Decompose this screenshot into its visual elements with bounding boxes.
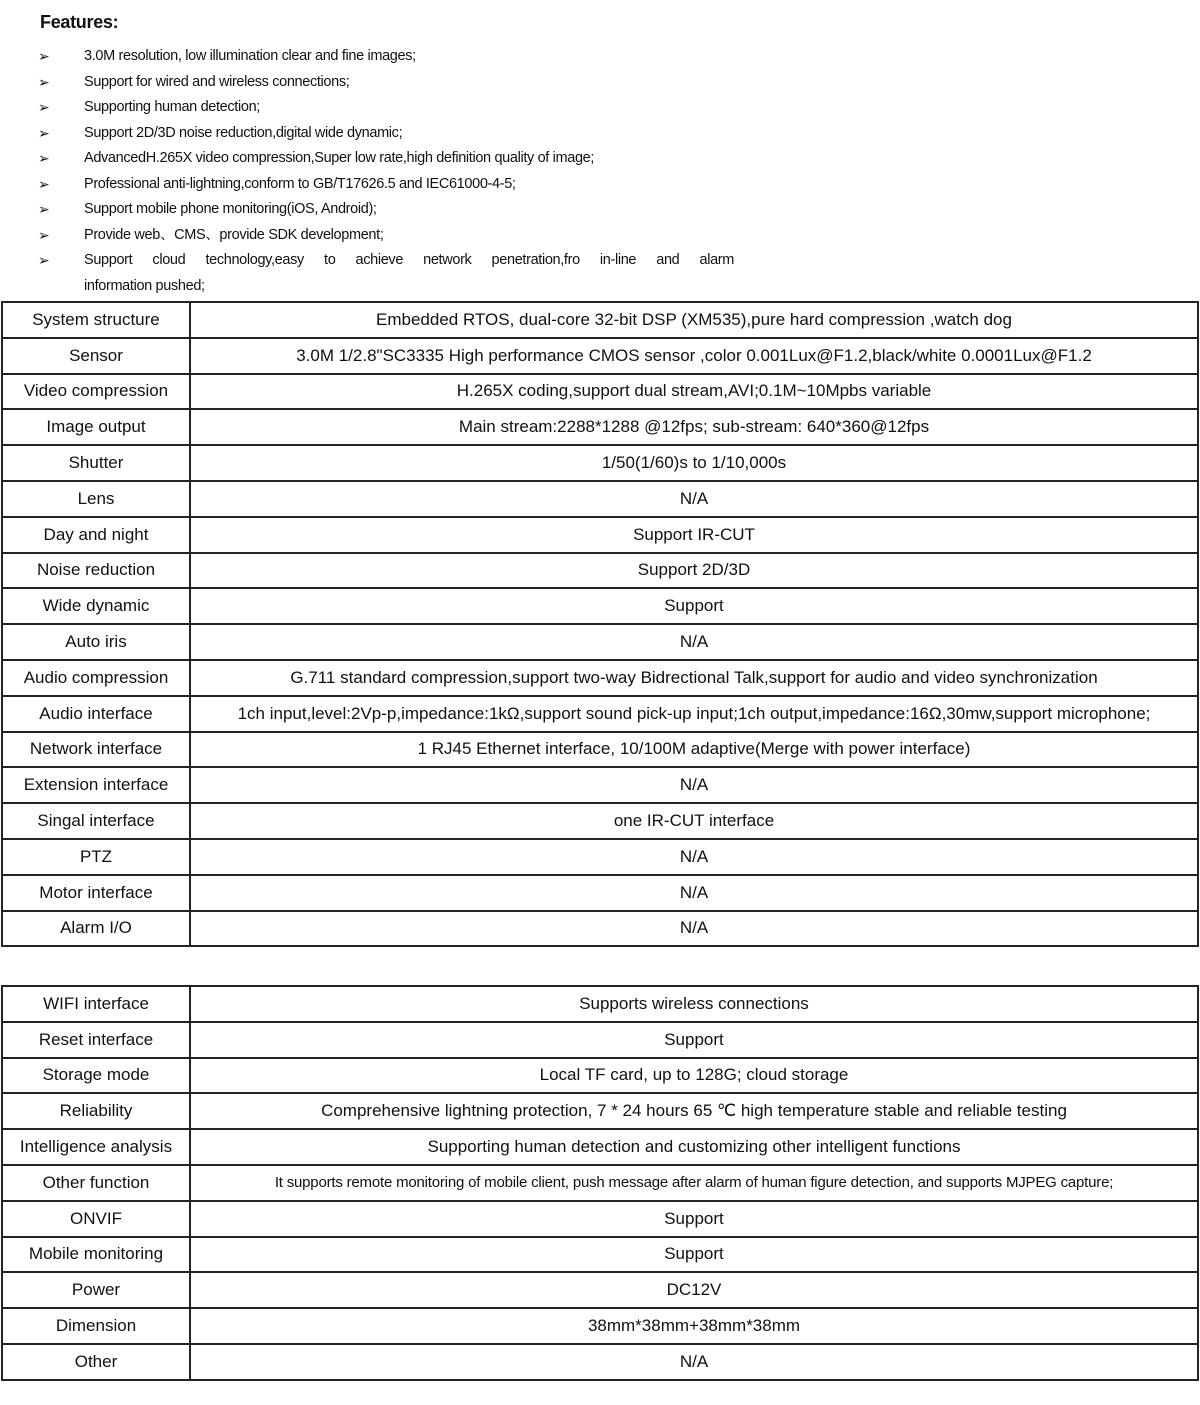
spec-label: Image output [2,409,190,445]
arrow-bullet-icon: ➢ [38,48,50,64]
spec-value: 1ch input,level:2Vp-p,impedance:1kΩ,support sound pick-up input;1ch output,impedance:16Ω,30mw,support microphone; [190,696,1198,732]
spec-value: Local TF card, up to 128G; cloud storage [190,1058,1198,1094]
spec-label: Noise reduction [2,553,190,589]
feature-item [0,121,760,147]
feature-item [0,274,760,300]
spec-label: Audio interface [2,696,190,732]
arrow-bullet-icon: ➢ [38,226,50,243]
feature-item [0,95,760,121]
table-row [2,517,1198,553]
table-row [2,374,1198,410]
spec-label: Lens [2,481,190,517]
feature-text: Provide web、CMS、provide SDK development; [84,226,384,243]
spec-value: N/A [190,767,1198,803]
table-row [2,481,1198,517]
table-row [2,875,1198,911]
spec-label: Sensor [2,338,190,374]
spec-value: N/A [190,1344,1198,1380]
feature-item [0,197,760,223]
spec-label: ONVIF [2,1201,190,1237]
table-row [2,588,1198,624]
spec-value: G.711 standard compression,support two-way Bidrectional Talk,support for audio and video synchronization [190,660,1198,696]
table-row [2,553,1198,589]
spec-label: WIFI interface [2,986,190,1022]
feature-text: Support 2D/3D noise reduction,digital wide dynamic; [84,124,403,141]
feature-text: Professional anti-lightning,conform to GB/T17626.5 and IEC61000-4-5; [84,175,516,192]
feature-text: Supporting human detection; [84,99,260,115]
spec-value: 38mm*38mm+38mm*38mm [190,1308,1198,1344]
table-row [2,911,1198,947]
table-row [2,445,1198,481]
spec-label: Intelligence analysis [2,1129,190,1165]
feature-text: AdvancedH.265X video compression,Super low rate,high definition quality of image; [84,150,595,166]
feature-text: Support cloud technology,easy to achieve network penetration,fro in-line and alarm [84,252,734,268]
table-row [2,839,1198,875]
spec-label: Alarm I/O [2,911,190,947]
spec-label: Extension interface [2,767,190,803]
table-row [2,1344,1198,1380]
spec-label: Dimension [2,1308,190,1344]
arrow-bullet-icon: ➢ [38,201,50,217]
spec-value: Support [190,1022,1198,1058]
table-row [2,624,1198,660]
spec-label: PTZ [2,839,190,875]
table-row [2,1165,1198,1201]
feature-item [0,248,760,274]
spec-value: It supports remote monitoring of mobile client, push message after alarm of human figure detection, and supports MJPEG capture; [190,1165,1198,1201]
spec-label: Mobile monitoring [2,1237,190,1273]
table-row [2,1308,1198,1344]
table-row [2,1022,1198,1058]
table-row [2,1129,1198,1165]
table-row [2,1237,1198,1273]
table-row [2,1201,1198,1237]
spec-value: Supports wireless connections [190,986,1198,1022]
table-row [2,803,1198,839]
features-title: Features: [40,12,119,32]
table-row [2,338,1198,374]
feature-item [0,172,760,198]
spec-label: Motor interface [2,875,190,911]
spec-value: 1/50(1/60)s to 1/10,000s [190,445,1198,481]
arrow-bullet-icon: ➢ [38,252,50,268]
feature-text: information pushed; [84,277,205,294]
feature-text: Support mobile phone monitoring(iOS, Android); [84,201,377,217]
spec-value: N/A [190,911,1198,947]
spec-label: Auto iris [2,624,190,660]
spec-label: Other function [2,1165,190,1201]
arrow-bullet-icon: ➢ [38,175,50,192]
table-row [2,302,1198,338]
spec-value: H.265X coding,support dual stream,AVI;0.1M~10Mpbs variable [190,374,1198,410]
spec-value: N/A [190,481,1198,517]
spec-label: Other [2,1344,190,1380]
spec-label: Video compression [2,374,190,410]
table-row [2,696,1198,732]
spec-table-continued [1,985,1199,1381]
spec-label: Singal interface [2,803,190,839]
spec-value: Supporting human detection and customizing other intelligent functions [190,1129,1198,1165]
table-row [2,767,1198,803]
spec-label: Day and night [2,517,190,553]
table-row [2,1272,1198,1308]
spec-value: one IR-CUT interface [190,803,1198,839]
spec-value: Main stream:2288*1288 @12fps; sub-stream: 640*360@12fps [190,409,1198,445]
spec-value: N/A [190,839,1198,875]
table-row [2,986,1198,1022]
arrow-bullet-icon: ➢ [38,73,50,90]
feature-item [0,70,760,96]
spec-value: Support [190,588,1198,624]
spec-label: System structure [2,302,190,338]
spec-value: DC12V [190,1272,1198,1308]
spec-value: 1 RJ45 Ethernet interface, 10/100M adaptive(Merge with power interface) [190,732,1198,768]
table-row [2,732,1198,768]
arrow-bullet-icon: ➢ [38,99,50,115]
spec-label: Audio compression [2,660,190,696]
feature-item [0,223,760,249]
spec-value: 3.0M 1/2.8"SC3335 High performance CMOS sensor ,color 0.001Lux@F1.2,black/white 0.0001Lux@F1.2 [190,338,1198,374]
table-row [2,660,1198,696]
spec-label: Storage mode [2,1058,190,1094]
spec-label: Reliability [2,1093,190,1129]
spec-label: Power [2,1272,190,1308]
spec-value: Embedded RTOS, dual-core 32-bit DSP (XM535),pure hard compression ,watch dog [190,302,1198,338]
spec-value: Comprehensive lightning protection, 7 * 24 hours 65 ℃ high temperature stable and reliable testing [190,1093,1198,1129]
spec-label: Shutter [2,445,190,481]
spec-label: Wide dynamic [2,588,190,624]
feature-item [0,146,760,172]
spec-table [1,301,1199,947]
feature-text: Support for wired and wireless connections; [84,73,350,90]
features-list [0,44,760,299]
spec-value: Support IR-CUT [190,517,1198,553]
feature-text: 3.0M resolution, low illumination clear and fine images; [84,48,416,64]
spec-value: N/A [190,624,1198,660]
spec-value: Support [190,1201,1198,1237]
table-row [2,1058,1198,1094]
arrow-bullet-icon: ➢ [38,150,50,166]
table-row [2,409,1198,445]
spec-value: N/A [190,875,1198,911]
spec-label: Network interface [2,732,190,768]
spec-value: Support [190,1237,1198,1273]
arrow-bullet-icon: ➢ [38,124,50,141]
feature-item [0,44,760,70]
table-row [2,1093,1198,1129]
spec-value: Support 2D/3D [190,553,1198,589]
spec-label: Reset interface [2,1022,190,1058]
